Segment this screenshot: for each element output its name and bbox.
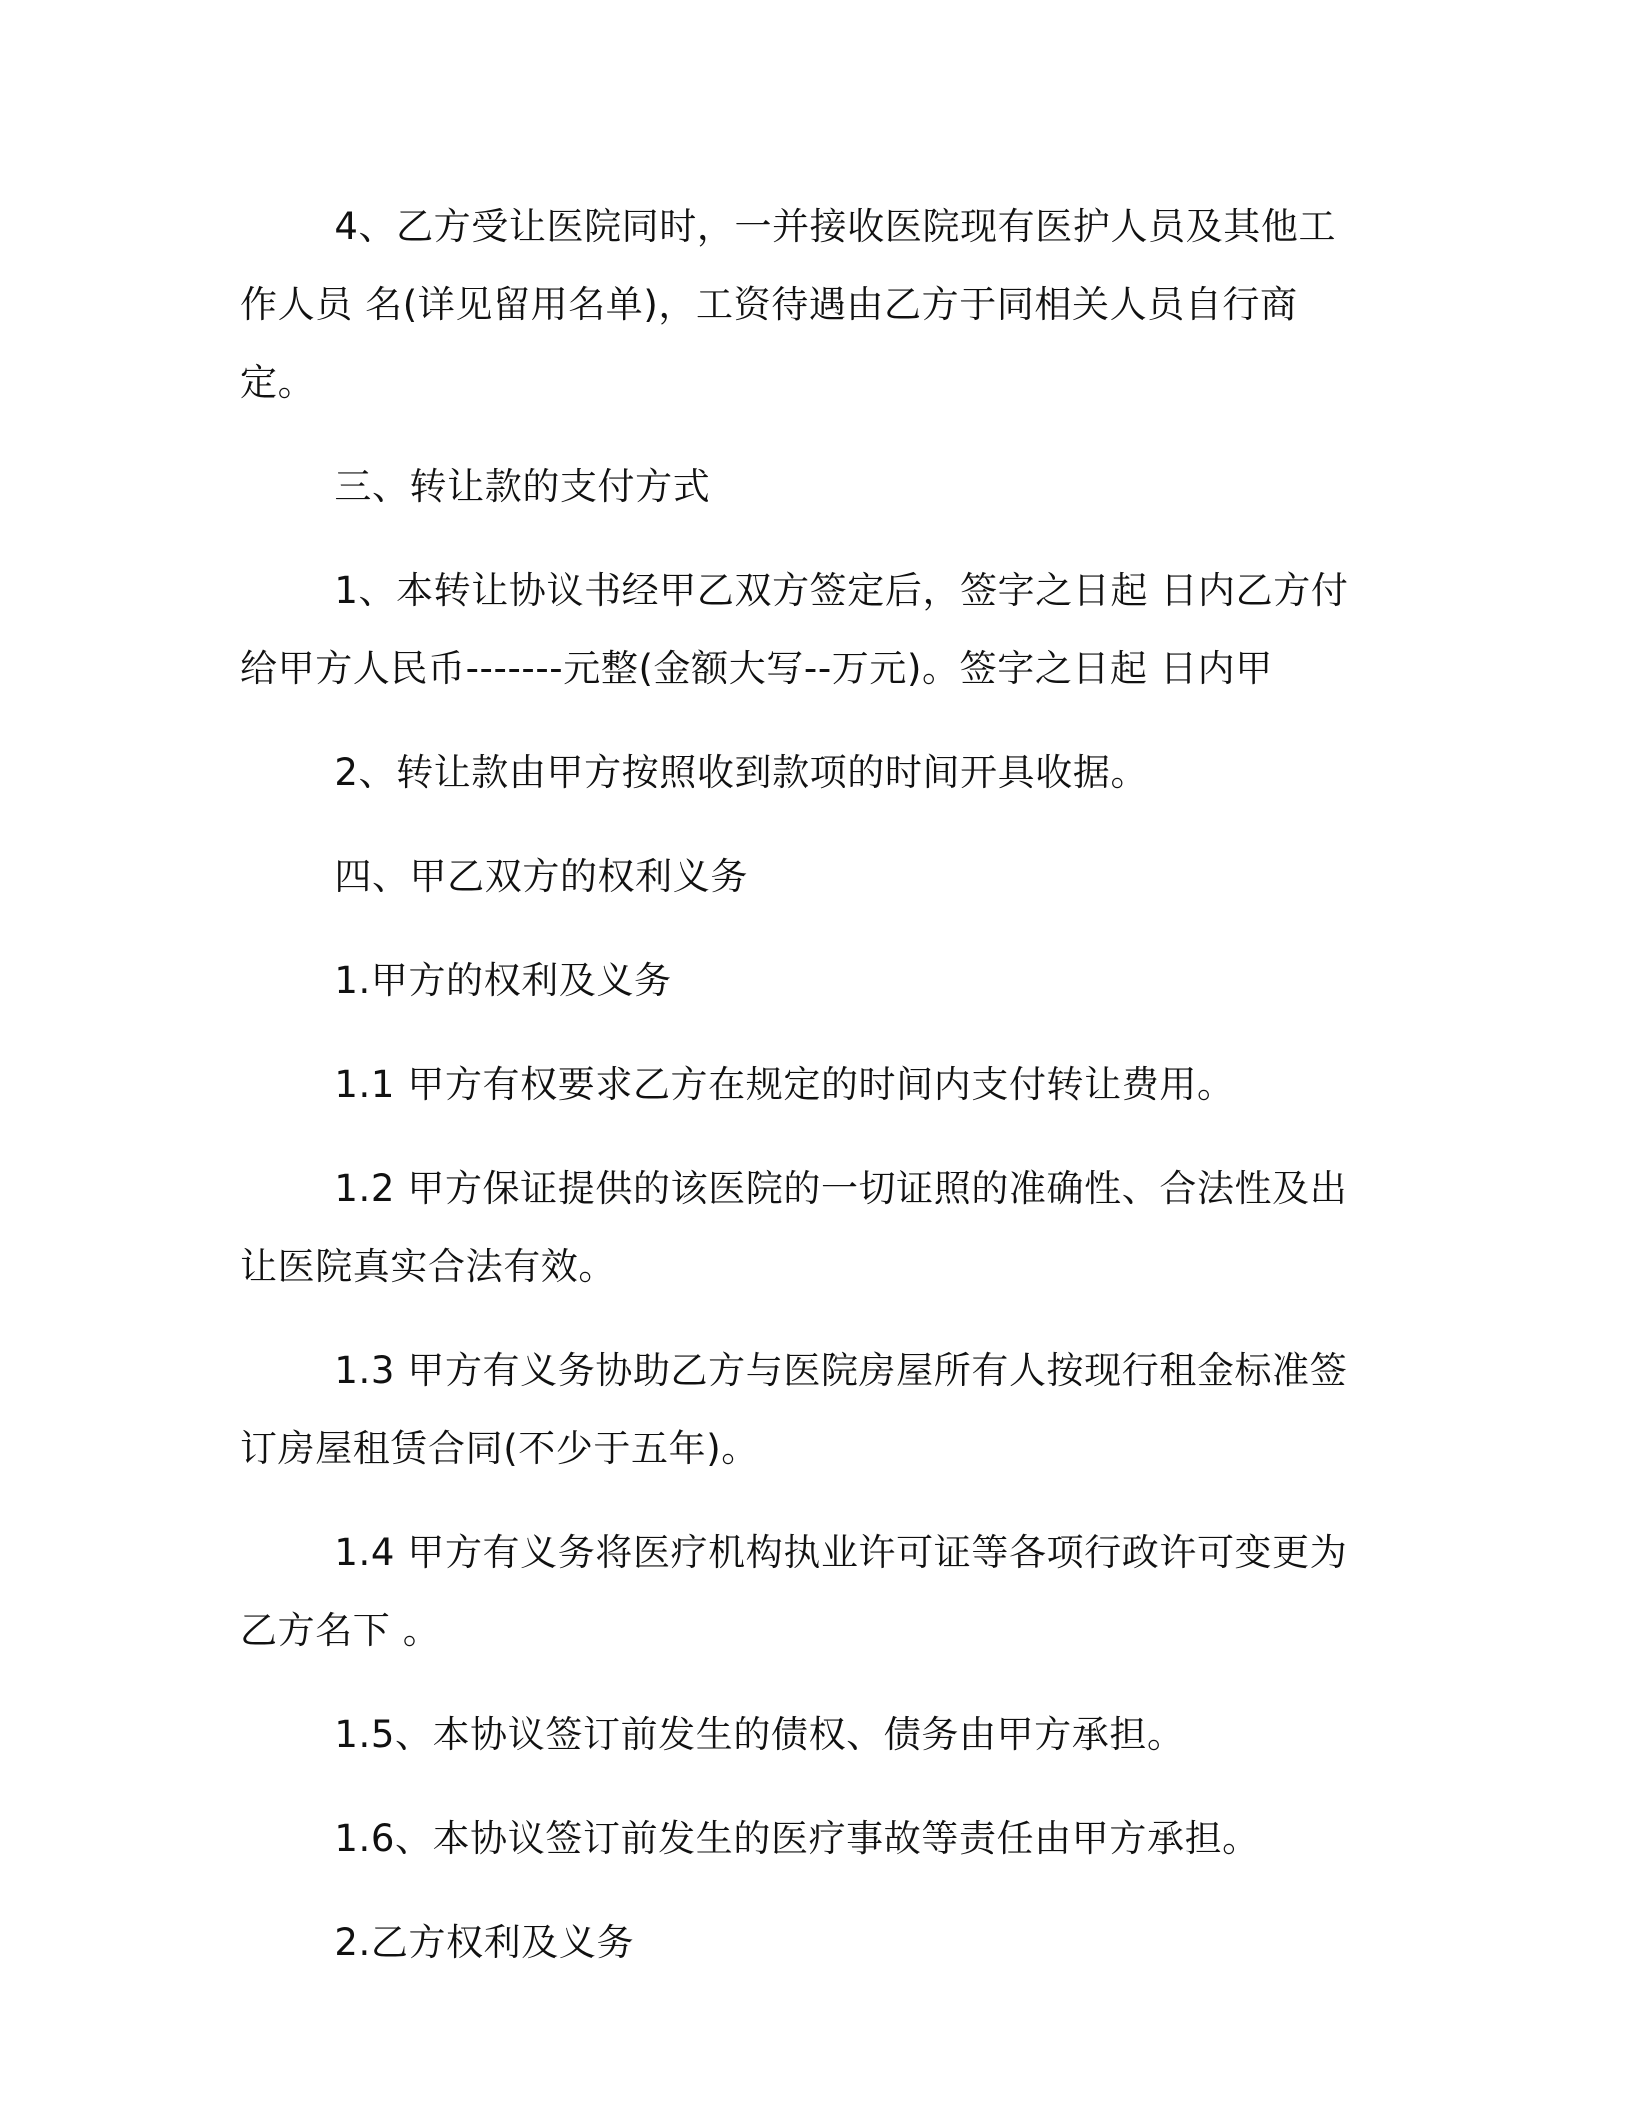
paragraph-1-3: 1.3 甲方有义务协助乙方与医院房屋所有人按现行租金标准签订房屋租赁合同(不少于五年)。 — [240, 1349, 1348, 1470]
section-heading-3: 三、转让款的支付方式 — [334, 465, 711, 508]
paragraph-1-1: 1.1 甲方有权要求乙方在规定的时间内支付转让费用。 — [334, 1063, 1235, 1106]
paragraph-1-2: 1.2 甲方保证提供的该医院的一切证照的准确性、合法性及出让医院真实合法有效。 — [240, 1167, 1348, 1288]
document-body — [240, 188, 1372, 2008]
paragraph-1-5: 1.5、本协议签订前发生的债权、债务由甲方承担。 — [334, 1713, 1185, 1756]
subheading-party-b: 2.乙方权利及义务 — [334, 1921, 635, 1964]
paragraph-3-1: 1、本转让协议书经甲乙双方签定后，签字之日起 日内乙方付给甲方人民币-------元整(金额大写--万元)。签字之日起 日内甲 — [240, 569, 1349, 690]
paragraph-4: 4、乙方受让医院同时，一并接收医院现有医护人员及其他工作人员 名(详见留用名单)，工资待遇由乙方于同相关人员自行商定。 — [240, 205, 1337, 404]
paragraph-1-4: 1.4 甲方有义务将医疗机构执业许可证等各项行政许可变更为乙方名下 。 — [240, 1531, 1348, 1652]
subheading-party-a: 1.甲方的权利及义务 — [334, 959, 672, 1002]
section-heading-4: 四、甲乙双方的权利义务 — [334, 855, 748, 898]
paragraph-1-6: 1.6、本协议签订前发生的医疗事故等责任由甲方承担。 — [334, 1817, 1260, 1860]
paragraph-3-2: 2、转让款由甲方按照收到款项的时间开具收据。 — [334, 751, 1149, 794]
